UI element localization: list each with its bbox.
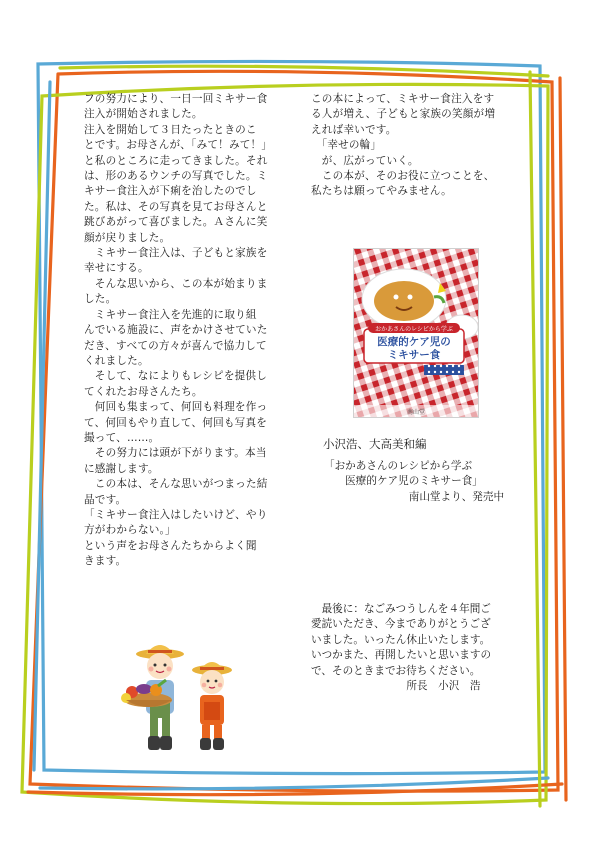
text-line: 晶です。 bbox=[84, 493, 127, 506]
book-cover-art bbox=[354, 249, 478, 417]
book-publisher-mark: 南山堂 bbox=[406, 409, 426, 416]
book-cover bbox=[353, 248, 479, 418]
right-text-column bbox=[311, 92, 531, 200]
text-line: 幸せにする。 bbox=[84, 262, 149, 275]
text-line: で、そのときまでお待ちください。 bbox=[311, 664, 481, 677]
text-line: いつかまた、再開したいと思いますの bbox=[311, 649, 492, 662]
text-line: 跳びあがって喜びました。Ａさんに笑 bbox=[84, 216, 268, 229]
text-line: る人が増え、子どもと家族の笑顔が増 bbox=[311, 108, 496, 121]
text-line: 注入が開始されました。 bbox=[84, 108, 203, 121]
text-line: だき、すべての方々が喜んで協力して bbox=[84, 339, 267, 352]
text-line: 愛読いただき、今までありがとうござ bbox=[311, 618, 491, 631]
text-line: 私たちは願ってやみません。 bbox=[311, 185, 452, 198]
book-title-line2: ミキサー食 bbox=[387, 349, 441, 361]
spoon-cloth-icon bbox=[424, 365, 464, 375]
text-line: その努力には頭が下がります。本当 bbox=[84, 447, 267, 460]
text-line: この本は、そんな思いがつまった結 bbox=[84, 478, 268, 491]
text-line: 注入を開始して３日たったときのこ bbox=[84, 123, 257, 136]
text-line: という声をお母さんたちからよく聞 bbox=[84, 539, 257, 552]
text-line: ミキサー食注入は、子どもと家族を bbox=[84, 247, 268, 260]
text-line: は、形のあるウンチの写真でした。ミ bbox=[84, 170, 268, 183]
text-line: ミキサー食注入を先進的に取り組 bbox=[84, 308, 257, 321]
book-reference bbox=[324, 459, 504, 505]
text-line: 撮って、……。 bbox=[84, 431, 160, 444]
text-line: キサー食注入が下痢を治したのでし bbox=[84, 185, 257, 198]
farmer-kids-illustration bbox=[118, 640, 248, 760]
text-line: に感謝します。 bbox=[84, 462, 159, 475]
text-line: んでいる施設に、声をかけさせていた bbox=[84, 324, 268, 337]
text-line: くれました。 bbox=[84, 354, 149, 367]
text-line: そして、なによりもレシピを提供し bbox=[84, 370, 268, 383]
text-line: きます。 bbox=[84, 555, 127, 568]
closing-message bbox=[311, 602, 491, 694]
text-line: この本によって、ミキサー食注入をす bbox=[311, 93, 495, 105]
text-line: この本が、そのお役に立つことを、 bbox=[311, 170, 495, 183]
text-line: 「ミキサー食注入はしたいけど、やり bbox=[84, 508, 268, 521]
text-line: た。私は、その写真を見てお母さんと bbox=[84, 200, 268, 213]
text-line: 何回も集まって、何回も料理を作っ bbox=[84, 401, 268, 414]
book-title-line1: 医療的ケア児の bbox=[377, 336, 451, 348]
text-line: とです。お母さんが、「みて！みて！」 bbox=[84, 139, 273, 152]
text-line: が、広がっていく。 bbox=[311, 154, 419, 167]
farmer-girl-icon bbox=[192, 662, 232, 750]
text-line: そんな思いから、この本が始まりま bbox=[84, 277, 268, 290]
book-editors: 小沢浩、大高美和編 bbox=[323, 437, 427, 451]
text-line: と私のところに走ってきました。それ bbox=[84, 154, 268, 167]
text-line: 南山堂より、発売中 bbox=[324, 490, 505, 503]
text-line: 最後に：なごみつうしんを４年間ご bbox=[311, 603, 491, 615]
text-line: いました。いったん休止いたします。 bbox=[311, 633, 491, 646]
book-banner-text: おかあさんのレシピから学ぶ bbox=[375, 326, 453, 333]
text-line: フの努力により、一日一回ミキサー食 bbox=[84, 93, 268, 105]
text-line: 「おかあさんのレシピから学ぶ bbox=[324, 460, 473, 472]
signature-line: 所長 小沢 浩 bbox=[311, 680, 481, 693]
text-line: 顔が戻りました。 bbox=[84, 231, 171, 244]
text-line: てくれたお母さんたち。 bbox=[84, 385, 203, 398]
text-line: て、何回もやり直して、何回も写真を bbox=[84, 416, 268, 429]
left-text-column bbox=[84, 92, 304, 570]
text-line: 医療的ケア児のミキサー食」 bbox=[324, 475, 483, 488]
text-line: えれば幸いです。 bbox=[311, 123, 397, 136]
text-line: した。 bbox=[84, 293, 117, 306]
text-line: 「幸せの輪」 bbox=[311, 139, 382, 152]
curry-icon bbox=[374, 281, 434, 321]
text-line: 方がわからない。」 bbox=[84, 524, 176, 537]
